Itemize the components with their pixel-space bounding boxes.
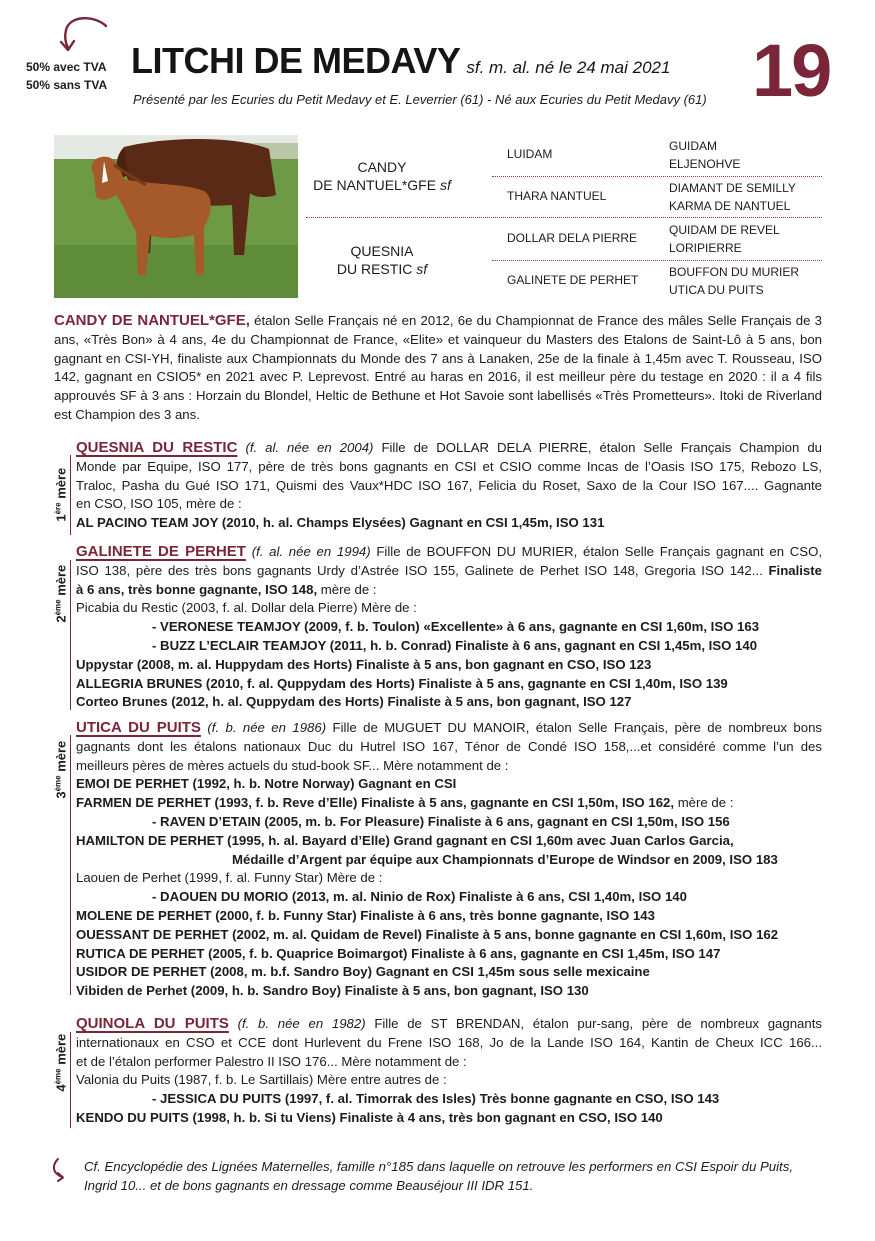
- progeny-line: - JESSICA DU PUITS (1997, f. al. Timorrak des Isles) Très bonne gagnante en CSO, ISO 143: [152, 1091, 720, 1107]
- progeny-line: Corteo Brunes (2012, h. al. Quppydam des Horts) Finaliste à 5 ans, bon gagnant, ISO 127: [76, 694, 632, 710]
- pedigree-g2-3: DOLLAR DELA PIERRE: [507, 231, 638, 245]
- mere1-section: QUESNIA DU RESTIC (f. al. née en 2004) Fille de DOLLAR DELA PIERRE, étalon Selle Français Champion du Monde par Equipe, ISO 177, père de très bons gagnants en CSI et CSIO comme Incas de l’Oasis ISO 175, Rebozo LS, Traloc, Pasha du Gué ISO 171, Quismi des Vaux*HDC ISO 167, Felicia du Roset, Saxo de la Cour ISO 167.... Gagnante en CSO, ISO 105, mère de : AL PACINO TEAM JOY (2010, h. al. Champs Elysées) Gagnant en CSI 1,45m, ISO 131: [76, 439, 822, 533]
- mere2-label: 2ème mère: [53, 564, 69, 623]
- progeny-line: Uppystar (2008, m. al. Huppydam des Horts) Finaliste à 5 ans, bon gagnant en CSO, ISO 123: [76, 656, 652, 672]
- pedigree-g3-8: UTICA DU PUITS: [669, 283, 764, 297]
- pedigree-g3-5: QUIDAM DE REVEL: [669, 223, 780, 237]
- mere-bracket: [70, 1032, 71, 1128]
- horse-info: sf. m. al. né le 24 mai 2021: [466, 58, 671, 77]
- horse-title: [131, 40, 670, 82]
- mere-bracket: [70, 560, 71, 710]
- curved-arrow-icon: [56, 14, 112, 54]
- lot-number: 19: [752, 29, 831, 112]
- mere4-section: QUINOLA DU PUITS (f. b. née en 1982) Fille de ST BRENDAN, étalon pur-sang, père de nombreux gagnants internationaux en CSO et CCE dont Hurlevent du Frene ISO 168, Jo de la Lande ISO 164, Kantin de Cheux ICC 166... et de l’étalon performer Palestro II ISO 176... Mère notamment de : Valonia du Puits (1987, f. b. Le Sartillais) Mère entre autres de : - JESSICA DU PUITS (1997, f. al. Timorrak des Isles) Très bonne gagnante en CSO, ISO 143 KENDO DU PUITS (1998, h. b. Si tu Viens) Finaliste à 4 ans, très bon gagnant en CSO, ISO 140: [76, 1015, 822, 1128]
- pedigree-g2-2: THARA NANTUEL: [507, 189, 607, 203]
- mere-bracket: [70, 455, 71, 535]
- progeny-line: - BUZZ L’ECLAIR TEAMJOY (2011, h. b. Conrad) Finaliste à 6 ans, gagnant en CSI 1,45m, ISO 140: [152, 637, 758, 653]
- mere2-section: GALINETE DE PERHET (f. al. née en 1994) Fille de BOUFFON DU MURIER, étalon Selle Français gagnant en CSO, ISO 138, père des très bons gagnants Urdy d’Astrée ISO 155, Galinete de Perhet ISO 148, Gregoria ISO 142... Finaliste à 6 ans, très bonne gagnante, ISO 148, mère de : Picabia du Restic (2003, f. al. Dollar dela Pierre) Mère de : - VERONESE TEAMJOY (2009, f. b. Toulon) «Excellente» à 6 ans, gagnante en CSI 1,60m, ISO 163 - BUZZ L’ECLAIR TEAMJOY (2011, h. b. Conrad) Finaliste à 6 ans, gagnant en CSI 1,45m, ISO 140 Uppystar (2008, m. al. Huppydam des Horts) Finaliste à 5 ans, bon gagnant en CSO, ISO 123 ALLEGRIA BRUNES (2010, f. al. Quppydam des Horts) Finaliste à 5 ans, gagnante en CSI 1,40m, ISO 139 Corteo Brunes (2012, h. al. Quppydam des Horts) Finaliste à 5 ans, bon gagnant, ISO 127: [76, 543, 822, 712]
- progeny-line: Vibiden de Perhet (2009, h. b. Sandro Boy) Finaliste à 5 ans, bon gagnant, ISO 130: [76, 983, 589, 999]
- sire-name-line2: DE NANTUEL*GFE: [313, 177, 437, 193]
- progeny-line: KENDO DU PUITS (1998, h. b. Si tu Viens) Finaliste à 4 ans, très bon gagnant en CSO, ISO 140: [76, 1109, 663, 1125]
- mere2-name: GALINETE DE PERHET: [76, 543, 246, 560]
- pedigree-g3-2: ELJENOHVE: [669, 157, 741, 171]
- horse-name: LITCHI DE MEDAVY: [131, 40, 461, 81]
- horse-photo: [54, 135, 298, 298]
- tva-label-1: 50% avec TVA: [26, 60, 107, 74]
- tva-label-2: 50% sans TVA: [26, 78, 108, 92]
- mere4-label: 4ème mère: [53, 1033, 69, 1092]
- pedigree-g2-1: LUIDAM: [507, 147, 553, 161]
- mere1-name: QUESNIA DU RESTIC: [76, 439, 238, 456]
- progeny-line: AL PACINO TEAM JOY (2010, h. al. Champs Elysées) Gagnant en CSI 1,45m, ISO 131: [76, 515, 605, 531]
- dam-name-line2: DU RESTIC: [336, 261, 413, 277]
- progeny-line: HAMILTON DE PERHET (1995, h. al. Bayard d’Elle) Grand gagnant en CSI 1,60m avec Juan Carlos Garcia,: [76, 832, 734, 848]
- progeny-line: RUTICA DE PERHET (2005, f. b. Quaprice Boimargot) Finaliste à 6 ans, gagnante en CSI 1,45m, ISO 147: [76, 945, 721, 961]
- curved-arrow-icon: [50, 1157, 72, 1183]
- sire-breed: sf: [439, 177, 451, 193]
- progeny-line: USIDOR DE PERHET (2008, m. b.f. Sandro Boy) Gagnant en CSI 1,45m sous selle mexicaine: [76, 964, 650, 980]
- pedigree-dam: [292, 242, 472, 278]
- sire-paragraph: [54, 312, 822, 425]
- dam-name-line1: QUESNIA: [350, 243, 414, 259]
- footnote: Cf. Encyclopédie des Lignées Maternelles, famille n°185 dans laquelle on retrouve les performers en CSI Espoir du Puits, Ingrid 10... et de bons gagnants en dressage comme Beauséjour III IDR 151.: [84, 1159, 793, 1193]
- mere1-label: 1ère mère: [53, 467, 69, 522]
- sire-paragraph-text: étalon Selle Français né en 2012, 6e du Championnat de France des mâles Selle Français de 3 ans, «Très Bon» à 4 ans, 4e du Championnat de France, «Elite» et vainqueur du Masters des Etalons de Saint-Lô à 5 ans, bon gagnant en CSI-YH, finaliste aux Championnats du Monde des 7 ans à Lanaken, 25e de la finale à 1,45m avec T. Rousseau, ISO 142, gagnant en CSIO5* en 2021 avec P. Leprevost. Entré au haras en 2016, il est meilleur père du testage en 2020 : il a 4 fils approuvés SF à 3 ans : Horzain du Blondel, Heltic de Bethune et Hot Savoie sont labellisés «Très Prometteurs». Itoki de Riverland est Champion des 3 ans.: [54, 313, 823, 422]
- pedigree-g3-6: LORIPIERRE: [669, 241, 742, 255]
- progeny-line: EMOI DE PERHET (1992, h. b. Notre Norway) Gagnant en CSI: [76, 776, 457, 792]
- sire-name-line1: CANDY: [357, 159, 407, 175]
- pedigree-divider: [306, 217, 822, 218]
- mere3-label: 3ème mère: [53, 740, 69, 799]
- mere-bracket: [70, 735, 71, 995]
- pedigree-g3-4: KARMA DE NANTUEL: [669, 199, 791, 213]
- progeny-line: - DAOUEN DU MORIO (2013, m. al. Ninio de Rox) Finaliste à 6 ans, CSI 1,40m, ISO 140: [152, 889, 687, 905]
- pedigree-g3-7: BOUFFON DU MURIER: [669, 265, 799, 279]
- progeny-line: Médaille d’Argent par équipe aux Championnats d’Europe de Windsor en 2009, ISO 183: [232, 851, 778, 867]
- pedigree-sire: [292, 158, 472, 194]
- progeny-line: MOLENE DE PERHET (2000, f. b. Funny Star) Finaliste à 6 ans, très bonne gagnante, ISO 143: [76, 907, 655, 923]
- sire-paragraph-name: CANDY DE NANTUEL*GFE,: [54, 312, 250, 329]
- mere3-name: UTICA DU PUITS: [76, 719, 201, 736]
- dam-breed: sf: [416, 261, 428, 277]
- progeny-line: - RAVEN D’ETAIN (2005, m. b. For Pleasure) Finaliste à 6 ans, gagnant en CSI 1,50m, ISO 156: [152, 813, 730, 829]
- pedigree-divider: [492, 176, 822, 177]
- pedigree-divider: [492, 260, 822, 261]
- pedigree-g3-1: GUIDAM: [669, 139, 717, 153]
- mere4-name: QUINOLA DU PUITS: [76, 1015, 229, 1032]
- mere3-section: UTICA DU PUITS (f. b. née en 1986) Fille de MUGUET DU MANOIR, étalon Selle Français, père de nombreux bons gagnants dont les étalons nationaux Duc du Hutrel ISO 167, Ténor de Condé ISO 158,...et considéré comme l’un des meilleurs pères de mères actuels du stud-book SF... Mère notamment de : EMOI DE PERHET (1992, h. b. Notre Norway) Gagnant en CSI FARMEN DE PERHET (1993, f. b. Reve d’Elle) Finaliste à 5 ans, gagnante en CSI 1,50m, ISO 162, mère de : - RAVEN D’ETAIN (2005, m. b. For Pleasure) Finaliste à 6 ans, gagnant en CSI 1,50m, ISO 156 HAMILTON DE PERHET (1995, h. al. Bayard d’Elle) Grand gagnant en CSI 1,60m avec Juan Carlos Garcia, Médaille d’Argent par équipe aux Championnats d’Europe de Windsor en 2009, ISO 183 Laouen de Perhet (1999, f. al. Funny Star) Mère de : - DAOUEN DU MORIO (2013, m. al. Ninio de Rox) Finaliste à 6 ans, CSI 1,40m, ISO 140 MOLENE DE PERHET (2000, f. b. Funny Star) Finaliste à 6 ans, très bonne gagnante, ISO 143 OUESSANT DE PERHET (2002, m. al. Quidam de Revel) Finaliste à 5 ans, bonne gagnante en CSI 1,60m, ISO 162 RUTICA DE PERHET (2005, f. b. Quaprice Boimargot) Finaliste à 6 ans, gagnante en CSI 1,45m, ISO 147 USIDOR DE PERHET (2008, m. b.f. Sandro Boy) Gagnant en CSI 1,45m sous selle mexicaine Vibiden de Perhet (2009, h. b. Sandro Boy) Finaliste à 5 ans, bon gagnant, ISO 130: [76, 719, 822, 1001]
- presented-by: Présenté par les Ecuries du Petit Medavy et E. Leverrier (61) - Né aux Ecuries du Petit Medavy (61): [133, 92, 707, 107]
- pedigree-g3-3: DIAMANT DE SEMILLY: [669, 181, 796, 195]
- progeny-line: - VERONESE TEAMJOY (2009, f. b. Toulon) «Excellente» à 6 ans, gagnante en CSI 1,60m, ISO 163: [152, 619, 760, 635]
- progeny-line: FARMEN DE PERHET (1993, f. b. Reve d’Elle) Finaliste à 5 ans, gagnante en CSI 1,50m, ISO 162,: [76, 795, 675, 811]
- progeny-line: OUESSANT DE PERHET (2002, m. al. Quidam de Revel) Finaliste à 5 ans, bonne gagnante en CSI 1,60m, ISO 162: [76, 926, 779, 942]
- progeny-line: ALLEGRIA BRUNES (2010, f. al. Quppydam des Horts) Finaliste à 5 ans, gagnante en CSI 1,40m, ISO 139: [76, 675, 728, 691]
- pedigree-g2-4: GALINETE DE PERHET: [507, 273, 639, 287]
